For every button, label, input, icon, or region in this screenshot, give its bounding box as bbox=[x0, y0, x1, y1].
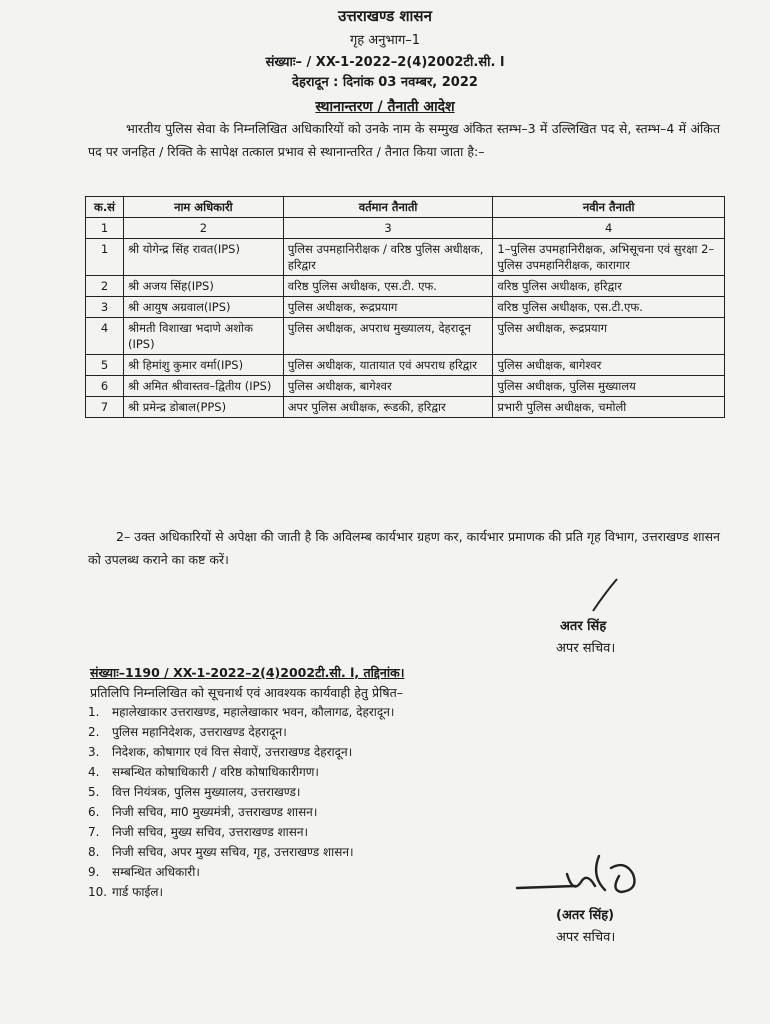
list-item bbox=[88, 722, 394, 742]
list-item-text: निजी सचिव, मुख्य सचिव, उत्तराखण्ड शासन। bbox=[112, 825, 309, 839]
list-item-text: वित्त नियंत्रक, पुलिस मुख्यालय, उत्तराखण्ड। bbox=[112, 785, 301, 799]
officer-name: श्री आयुष अग्रवाल(IPS) bbox=[123, 297, 283, 318]
table-header-row bbox=[86, 197, 725, 218]
list-item-number: 4. bbox=[88, 765, 100, 779]
list-item bbox=[88, 882, 394, 902]
signature-mark-1 bbox=[585, 575, 625, 615]
row-serial: 3 bbox=[86, 297, 124, 318]
table-row bbox=[86, 297, 725, 318]
officer-name: श्री हिमांशु कुमार वर्मा(IPS) bbox=[123, 355, 283, 376]
table-row bbox=[86, 276, 725, 297]
list-item-text: निजी सचिव, अपर मुख्य सचिव, गृह, उत्तराखण्ड शासन। bbox=[112, 845, 354, 859]
list-item bbox=[88, 782, 394, 802]
list-item-text: महालेखाकार उत्तराखण्ड, महालेखाकार भवन, कौलागढ, देहरादून। bbox=[112, 705, 395, 719]
list-item bbox=[88, 762, 394, 782]
row-serial: 4 bbox=[86, 318, 124, 355]
list-item-number: 10. bbox=[88, 885, 108, 899]
col-number: 3 bbox=[283, 218, 493, 239]
new-posting: पुलिस अधीक्षक, बागेश्वर bbox=[493, 355, 725, 376]
intro-paragraph: भारतीय पुलिस सेवा के निम्नलिखित अधिकारियों को उनके नाम के सम्मुख अंकित स्तम्भ–3 में उल्लिखित पद से, स्तम्भ–4 में अंकित पद पर जनहित / रिक्ति के सापेक्ष तत्काल प्रभाव से स्थानान्तरित / तैनात किया जाता है:– bbox=[88, 121, 720, 159]
order-number: संख्याः– / XX-1-2022–2(4)2002टी.सी. l bbox=[265, 55, 505, 70]
list-item-text: निजी सचिव, मा0 मुख्यमंत्री, उत्तराखण्ड शासन। bbox=[112, 805, 318, 819]
list-item-number: 8. bbox=[88, 845, 100, 859]
col-header-current-posting: वर्तमान तैनाती bbox=[283, 197, 493, 218]
list-item-text: सम्बन्धित कोषाधिकारी / वरिष्ठ कोषाधिकारीगण। bbox=[112, 765, 319, 779]
list-item-number: 6. bbox=[88, 805, 100, 819]
order-title: स्थानान्तरण / तैनाती आदेश bbox=[315, 99, 455, 115]
officer-name: श्री योगेन्द्र सिंह रावत(IPS) bbox=[123, 239, 283, 276]
current-posting: पुलिस अधीक्षक, बागेश्वर bbox=[283, 376, 493, 397]
order-date: देहरादून : दिनांक 03 नवम्बर, 2022 bbox=[292, 75, 478, 90]
table-row bbox=[86, 239, 725, 276]
col-number: 2 bbox=[123, 218, 283, 239]
list-item bbox=[88, 802, 394, 822]
col-header-name: नाम अधिकारी bbox=[123, 197, 283, 218]
col-number: 4 bbox=[493, 218, 725, 239]
row-serial: 6 bbox=[86, 376, 124, 397]
list-item-number: 1. bbox=[88, 705, 100, 719]
new-posting: पुलिस अधीक्षक, रूद्रप्रयाग bbox=[493, 318, 725, 355]
current-posting: पुलिस अधीक्षक, रूद्रप्रयाग bbox=[283, 297, 493, 318]
col-number: 1 bbox=[86, 218, 124, 239]
new-posting: पुलिस अधीक्षक, पुलिस मुख्यालय bbox=[493, 376, 725, 397]
signatory-name: अतर सिंह bbox=[560, 619, 607, 634]
column-number-row bbox=[86, 218, 725, 239]
endorsement-number: संख्याः–1190 / XX-1-2022–2(4)2002टी.सी. l, तद्दिनांक। bbox=[90, 665, 405, 680]
current-posting: वरिष्ठ पुलिस अधीक्षक, एस.टी. एफ. bbox=[283, 276, 493, 297]
list-item-text: गार्ड फाईल। bbox=[112, 885, 164, 899]
list-item-number: 2. bbox=[88, 725, 100, 739]
current-posting: पुलिस उपमहानिरीक्षक / वरिष्ठ पुलिस अधीक्षक, हरिद्वार bbox=[283, 239, 493, 276]
list-item-text: पुलिस महानिदेशक, उत्तराखण्ड देहरादून। bbox=[112, 725, 287, 739]
row-serial: 7 bbox=[86, 397, 124, 418]
row-serial: 2 bbox=[86, 276, 124, 297]
list-item bbox=[88, 842, 394, 862]
list-item-text: निदेशक, कोषागार एवं वित्त सेवाऐं, उत्तराखण्ड देहरादून। bbox=[112, 745, 353, 759]
officer-name: श्री अजय सिंह(IPS) bbox=[123, 276, 283, 297]
issuing-authority: उत्तराखण्ड शासन bbox=[338, 7, 432, 25]
row-serial: 1 bbox=[86, 239, 124, 276]
list-item bbox=[88, 862, 394, 882]
list-item-number: 9. bbox=[88, 865, 100, 879]
officer-name: श्री अमित श्रीवास्तव–द्वितीय (IPS) bbox=[123, 376, 283, 397]
current-posting: पुलिस अधीक्षक, अपराध मुख्यालय, देहरादून bbox=[283, 318, 493, 355]
list-item bbox=[88, 822, 394, 842]
col-header-serial: क.सं bbox=[86, 197, 124, 218]
signatory-designation-2: अपर सचिव। bbox=[556, 930, 616, 945]
department-section: गृह अनुभाग–1 bbox=[349, 33, 421, 48]
officer-name: श्रीमती विशाखा भदाणे अशोक (IPS) bbox=[123, 318, 283, 355]
table-row bbox=[86, 376, 725, 397]
officer-name: श्री प्रमेन्द्र डोबाल(PPS) bbox=[123, 397, 283, 418]
signatory-designation: अपर सचिव। bbox=[556, 641, 616, 656]
current-posting: अपर पुलिस अधीक्षक, रूडकी, हरिद्वार bbox=[283, 397, 493, 418]
table-row bbox=[86, 318, 725, 355]
list-item bbox=[88, 702, 394, 722]
table-row bbox=[86, 355, 725, 376]
current-posting: पुलिस अधीक्षक, यातायात एवं अपराध हरिद्वार bbox=[283, 355, 493, 376]
new-posting: वरिष्ठ पुलिस अधीक्षक, एस.टी.एफ. bbox=[493, 297, 725, 318]
signatory-name-2: (अतर सिंह) bbox=[556, 908, 615, 923]
list-item-text: सम्बन्धित अधिकारी। bbox=[112, 865, 200, 879]
table-row bbox=[86, 397, 725, 418]
copy-forwarded-line: प्रतिलिपि निम्नलिखित को सूचनार्थ एवं आवश्यक कार्यवाही हेतु प्रेषित– bbox=[90, 685, 403, 700]
transfer-table bbox=[85, 196, 725, 418]
signature-mark-2 bbox=[515, 846, 665, 906]
copy-recipient-list bbox=[88, 702, 394, 902]
new-posting: वरिष्ठ पुलिस अधीक्षक, हरिद्वार bbox=[493, 276, 725, 297]
instruction-paragraph: 2– उक्त अधिकारियों से अपेक्षा की जाती है कि अविलम्ब कार्यभार ग्रहण कर, कार्यभार प्रमाणक की प्रति गृह विभाग, उत्तराखण्ड शासन को उपलब्ध कराने का कष्ट करें। bbox=[88, 529, 720, 567]
col-header-new-posting: नवीन तैनाती bbox=[493, 197, 725, 218]
new-posting: प्रभारी पुलिस अधीक्षक, चमोली bbox=[493, 397, 725, 418]
list-item bbox=[88, 742, 394, 762]
row-serial: 5 bbox=[86, 355, 124, 376]
list-item-number: 5. bbox=[88, 785, 100, 799]
list-item-number: 7. bbox=[88, 825, 100, 839]
list-item-number: 3. bbox=[88, 745, 100, 759]
new-posting: 1–पुलिस उपमहानिरीक्षक, अभिसूचना एवं सुरक्षा 2–पुलिस उपमहानिरीक्षक, कारागार bbox=[493, 239, 725, 276]
